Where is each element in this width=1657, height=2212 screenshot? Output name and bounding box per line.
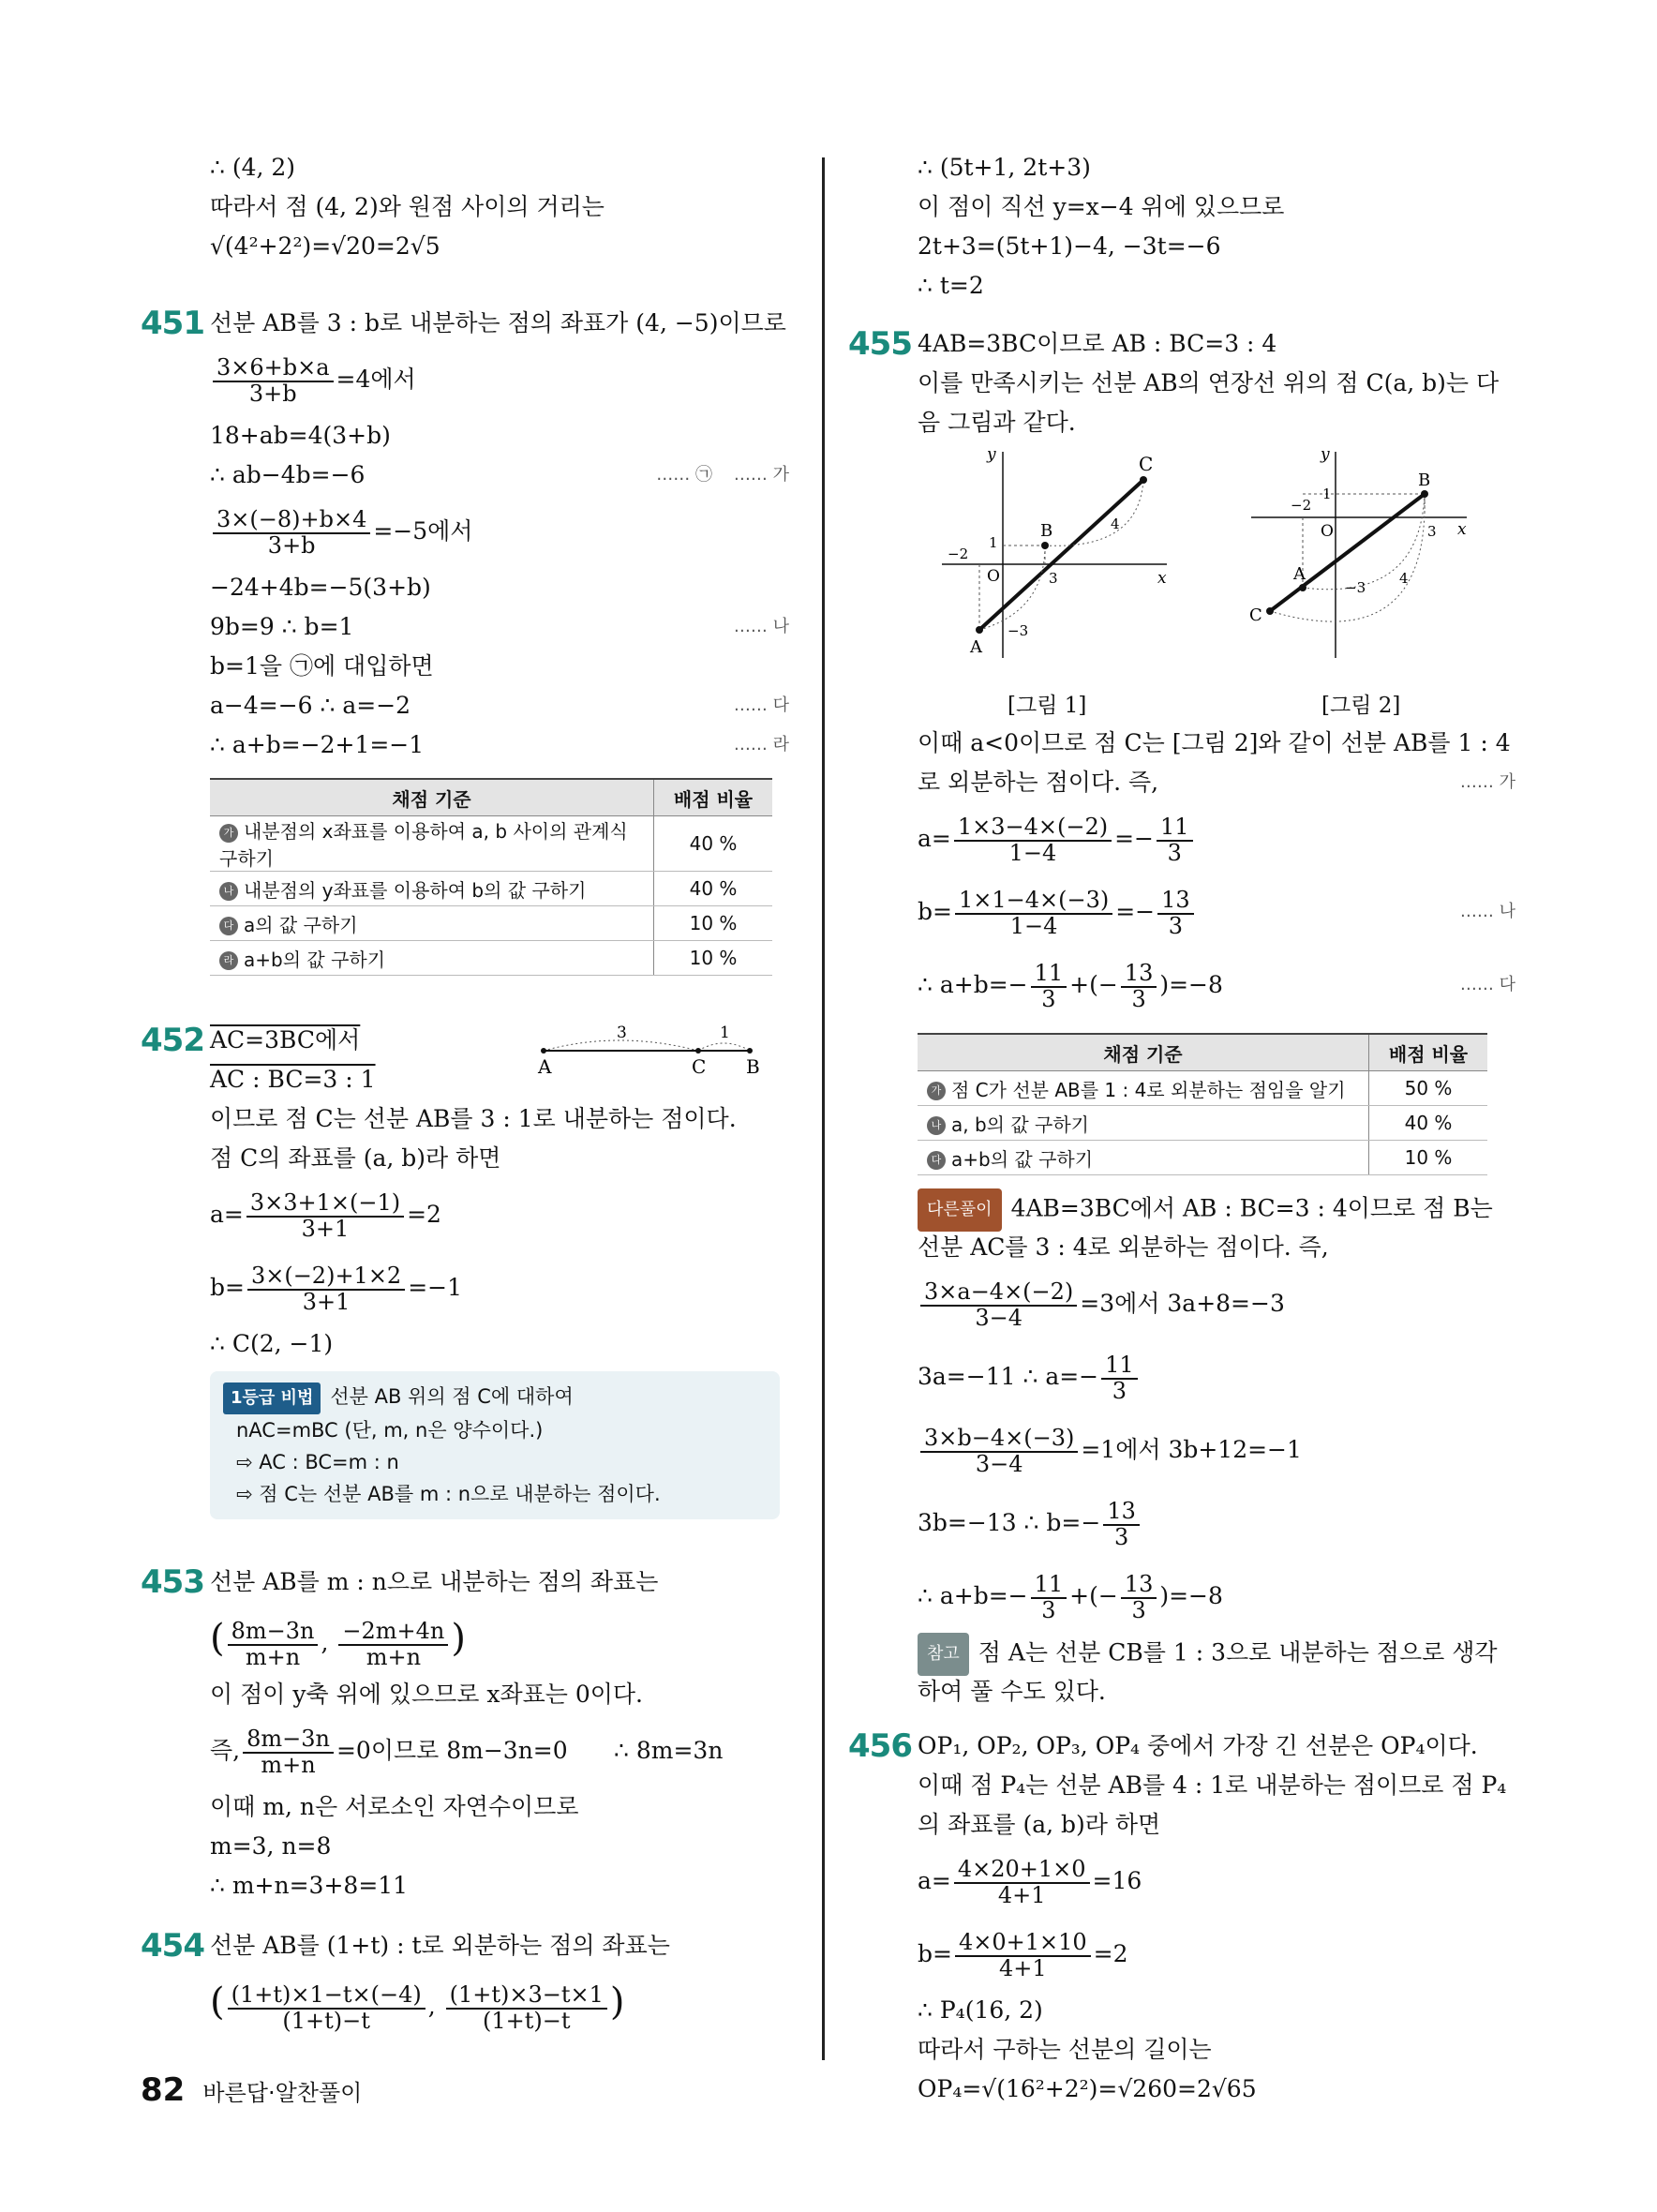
intro-line: √(4²+2²)=√20=2√5	[210, 232, 440, 260]
table-row: 라 a+b의 값 구하기 10 %	[210, 941, 772, 976]
svg-text:4: 4	[1111, 516, 1120, 532]
figures	[848, 442, 1523, 724]
column-divider	[822, 157, 825, 2060]
left-column	[141, 141, 797, 2039]
mark-label: …… 라	[733, 735, 789, 755]
text-line: ∴ P₄(16, 2)	[918, 1996, 1043, 2024]
point-label: B	[746, 1055, 760, 1077]
tip-box: 1등급 비법 선분 AB 위의 점 C에 대하여 nAC=mBC (단, m, n은 양수이다.) ⇨ AC : BC=m : n ⇨ 점 C는 선분 AB를 m : n으로 내분하는 점이다.	[210, 1371, 780, 1519]
text-line: 선분 AB를 3 : b로 내분하는 점의 좌표가 (4, −5)이므로	[210, 309, 786, 336]
intro-line: 이 점이 직선 y=x−4 위에 있으므로	[918, 193, 1285, 220]
point-label: C	[692, 1055, 707, 1077]
svg-text:x: x	[1157, 569, 1167, 588]
text-line: AC : BC=3 : 1	[210, 1066, 376, 1093]
text-line: 선분 AB를 (1+t) : t로 외분하는 점의 좌표는	[210, 1932, 670, 1959]
problem-451: 451 선분 AB를 3 : b로 내분하는 점의 좌표가 (4, −5)이므로 $\frac{3\times 6+b\times a}{3+b}$ =4에서 18+ab=4(3+b) ∴ ab−4b=−6 …… ㉠ …… 가 $\frac{3\times(-8)+b\times 4}{3+b}$ =−5에서 −24+4b=−5(3+b) 9b=9 ∴ b=1 …… 나 b=1을 ㉠에 대입하면 a−4=−6 ∴ a=−2 …… 다 ∴ a+b=−2+1=−1 …… 라 채점 기준 배점 비율 가 내분점의 x좌표를 이용하여 a, b 사이의 관계식 구하기 40 % 나 내분점의 y좌표를 이용하여 b의 값 구하기 40 % 다 a의 값 구하기 10 % 라 a+b의 값 구하기 10 %	[141, 304, 797, 976]
svg-text:A: A	[970, 637, 982, 657]
intro-line: ∴ (4, 2)	[210, 154, 296, 181]
problem-455: 455 4AB=3BC이므로 AB : BC=3 : 4 이를 만족시키는 선분 AB의 연장선 위의 점 C(a, b)는 다 음 그림과 같다. y x C B A O −2 1 3 −3 4 y x B A C O −2 1 3 −3 4 [그림 1] [그림 2] 이때 a<0이므로 점 C는 [그림 2]와 같이 선분 AB를 1 : 4 로 외분하는 점이다. 즉, …… 가 a= $\frac{1\times 3-4\times(-2)}{1-4}$ =− $\frac{11}{3}$ b= $\frac{1\times 1-4\times(-3)}{1-4}$ =− $\frac{13}{3}$ …… 나 ∴ a+b=− $\frac{11}{3}$ +(− $\frac{13}{3}$ )=−8 …… 다 채점 기준 배점 비율 가 점 C가 선분 AB를 1 : 4로 외분하는 점임을 알기 50 % 나 a, b의 값 구하기 40 % 다 a+b의 값 구하기 10 % 다른풀이 4AB=3BC에서 AB : BC=3 : 4이므로 점 B는 선분 AC를 3 : 4로 외분하는 점이다. 즉, $\frac{3\times a-4\times(-2)}{3-4}$ =3에서 3a+8=−3 3a=−11 ∴ a=− $\frac{11}{3}$ $\frac{3\times b-4\times(-3)}{3-4}$ =1에서 3b+12=−1 3b=−13 ∴ b=− $\frac{13}{3}$ ∴ a+b=− $\frac{11}{3}$ +(− $\frac{13}{3}$ )=−8 참고 점 A는 선분 CB를 1 : 3으로 내분하는 점으로 생각 하여 풀 수도 있다.	[848, 324, 1523, 1711]
svg-text:−2: −2	[1291, 497, 1312, 514]
svg-text:−3: −3	[1345, 579, 1366, 596]
problem-number: 453	[141, 1563, 204, 1601]
svg-text:3: 3	[1427, 523, 1437, 540]
figure-caption: [그림 2]	[1321, 694, 1401, 718]
svg-text:3: 3	[1049, 570, 1058, 587]
table-row: 다 a의 값 구하기 10 %	[210, 906, 772, 941]
text-line: OP₁, OP₂, OP₃, OP₄ 중에서 가장 긴 선분은 OP₄이다.	[918, 1732, 1478, 1759]
text-line: OP₄=√(16²+2²)=√260=2√65	[918, 2075, 1257, 2102]
mark-label: …… 가	[733, 465, 789, 485]
problem-number: 454	[141, 1927, 204, 1965]
text-line: 이 점이 y축 위에 있으므로 x좌표는 0이다.	[210, 1681, 644, 1708]
text-line: −24+4b=−5(3+b)	[210, 574, 431, 601]
right-column	[848, 141, 1523, 2109]
problem-452: 452 AC=3BC에서 A C B 3 1 AC : BC=3 : 1 이므로 점 C는 선분 AB를 3 : 1로 내분하는 점이다. 점 C의 좌표를 (a, b)라 하면 a= $\frac{3\times 3+1\times(-1)}{3+1}$ =2 b= $\frac{3\times(-2)+1\times 2}{3+1}$ =−1 ∴ C(2, −1) 1등급 비법 선분 AB 위의 점 C에 대하여 nAC=mBC (단, m, n은 양수이다.) ⇨ AC : BC=m : n ⇨ 점 C는 선분 AB를 m : n으로 내분하는 점이다.	[141, 1021, 797, 1519]
svg-text:−3: −3	[1008, 622, 1029, 639]
text-line: AC=3BC에서	[210, 1026, 361, 1054]
text-line: 이를 만족시키는 선분 AB의 연장선 위의 점 C(a, b)는 다	[918, 369, 1500, 396]
text-line: 이때 점 P₄는 선분 AB를 4 : 1로 내분하는 점이므로 점 P₄	[918, 1771, 1507, 1799]
text-line: ∴ m+n=3+8=11	[210, 1872, 409, 1899]
table-row: 가 내분점의 x좌표를 이용하여 a, b 사이의 관계식 구하기 40 %	[210, 816, 772, 872]
page-number: 82	[141, 2071, 186, 2109]
note-tag: 참고	[918, 1633, 969, 1676]
problem-number: 456	[848, 1727, 912, 1765]
text-line: 선분 AB를 m : n으로 내분하는 점의 좌표는	[210, 1568, 659, 1595]
page-footer	[141, 2071, 362, 2109]
svg-text:y: y	[987, 445, 996, 464]
text-line: a−4=−6 ∴ a=−2	[210, 692, 411, 719]
mark-label: …… 다	[1459, 975, 1515, 994]
mark-label: …… 다	[733, 695, 789, 715]
text-line: 하여 풀 수도 있다.	[918, 1678, 1106, 1705]
text-line: 9b=9 ∴ b=1	[210, 613, 354, 640]
text-line: 선분 AC를 3 : 4로 외분하는 점이다. 즉,	[918, 1233, 1329, 1261]
scoring-table: 채점 기준 배점 비율 가 내분점의 x좌표를 이용하여 a, b 사이의 관계식 구하기 40 % 나 내분점의 y좌표를 이용하여 b의 값 구하기 40 % 다 a의 값 구하기 10 % 라 a+b의 값 구하기 10 %	[210, 778, 772, 976]
problem-453: 453 선분 AB를 m : n으로 내분하는 점의 좌표는 ( $\frac{8m-3n}{m+n}$ , $\frac{-2m+4n}{m+n}$ ) 이 점이 y축 위에 있으므로 x좌표는 0이다. 즉, $\frac{8m-3n}{m+n}$ =0이므로 8m−3n=0 ∴ 8m=3n 이때 m, n은 서로소인 자연수이므로 m=3, n=8 ∴ m+n=3+8=11	[141, 1562, 797, 1906]
fraction: $\frac{3\times(-8)+b\times 4}{3+b}$	[213, 508, 370, 557]
mark-label: …… ㉠	[656, 465, 712, 485]
text-line: ∴ ab−4b=−6	[210, 461, 366, 488]
svg-text:A: A	[1293, 564, 1306, 584]
mark-label: …… 가	[1459, 772, 1515, 792]
alt-solution-tag: 다른풀이	[918, 1188, 1002, 1232]
figure-2	[1242, 442, 1485, 667]
footer-title: 바른답·알찬풀이	[202, 2080, 363, 2106]
distance-label: 3	[617, 1024, 627, 1042]
figure-1	[933, 442, 1176, 667]
svg-text:1: 1	[1322, 486, 1332, 502]
tip-label: 1등급 비법	[223, 1382, 321, 1414]
svg-text:C: C	[1249, 605, 1262, 625]
text-line: 4AB=3BC이므로 AB : BC=3 : 4	[918, 330, 1277, 357]
text-line: 18+ab=4(3+b)	[210, 422, 391, 449]
table-row: 가 점 C가 선분 AB를 1 : 4로 외분하는 점임을 알기 50 %	[918, 1071, 1487, 1106]
text-line: 이때 m, n은 서로소인 자연수이므로	[210, 1793, 579, 1820]
problem-number: 451	[141, 305, 204, 342]
text-line: 이때 a<0이므로 점 C는 [그림 2]와 같이 선분 AB를 1 : 4	[918, 729, 1511, 756]
text-line: 의 좌표를 (a, b)라 하면	[918, 1811, 1161, 1838]
intro-line: ∴ (5t+1, 2t+3)	[918, 154, 1091, 181]
svg-text:y: y	[1321, 445, 1330, 464]
problem-456: 456 OP₁, OP₂, OP₃, OP₄ 중에서 가장 긴 선분은 OP₄이다. 이때 점 P₄는 선분 AB를 4 : 1로 내분하는 점이므로 점 P₄ 의 좌표를 (a, b)라 하면 a= $\frac{4\times 20+1\times 0}{4+1}$ =16 b= $\frac{4\times 0+1\times 10}{4+1}$ =2 ∴ P₄(16, 2) 따라서 구하는 선분의 길이는 OP₄=√(16²+2²)=√260=2√65	[848, 1726, 1523, 2109]
distance-label: 1	[720, 1024, 730, 1042]
intro-line: 따라서 점 (4, 2)와 원점 사이의 거리는	[210, 193, 605, 220]
svg-text:C: C	[1139, 453, 1154, 475]
fraction: $\frac{3\times 6+b\times a}{3+b}$	[213, 356, 334, 405]
table-row: 나 내분점의 y좌표를 이용하여 b의 값 구하기 40 %	[210, 872, 772, 906]
svg-text:x: x	[1457, 520, 1467, 539]
text-line: 점 C의 좌표를 (a, b)라 하면	[210, 1144, 501, 1172]
table-row: 나 a, b의 값 구하기 40 %	[918, 1106, 1487, 1141]
svg-text:O: O	[987, 567, 1000, 586]
text-line: m=3, n=8	[210, 1832, 332, 1860]
problem-number: 455	[848, 325, 912, 363]
svg-text:O: O	[1321, 522, 1334, 541]
mark-label: …… 나	[1459, 902, 1515, 921]
intro-line: ∴ t=2	[918, 272, 984, 299]
svg-text:−2: −2	[948, 546, 969, 562]
intro-line: 2t+3=(5t+1)−4, −3t=−6	[918, 232, 1221, 260]
fraction: $\frac{3\times 3+1\times(-1)}{3+1}$	[246, 1191, 404, 1240]
svg-text:B: B	[1418, 471, 1431, 490]
text-line: 이므로 점 C는 선분 AB를 3 : 1로 내분하는 점이다.	[210, 1105, 737, 1132]
problem-number: 452	[141, 1022, 204, 1059]
point-label: A	[538, 1055, 552, 1077]
text-line: b=1을 ㉠에 대입하면	[210, 652, 434, 680]
text-line: 음 그림과 같다.	[918, 409, 1076, 436]
svg-text:4: 4	[1399, 570, 1409, 587]
scoring-table: 채점 기준 배점 비율 가 점 C가 선분 AB를 1 : 4로 외분하는 점임을 알기 50 % 나 a, b의 값 구하기 40 % 다 a+b의 값 구하기 10 %	[918, 1033, 1487, 1175]
text-line: 로 외분하는 점이다. 즉,	[918, 769, 1159, 796]
text-line: ∴ a+b=−2+1=−1	[210, 731, 425, 758]
figure-caption: [그림 1]	[1008, 694, 1087, 718]
mark-label: …… 나	[733, 617, 789, 636]
svg-text:B: B	[1040, 521, 1053, 541]
text-line: 따라서 구하는 선분의 길이는	[918, 2036, 1212, 2063]
svg-text:1: 1	[989, 534, 998, 551]
problem-454: 454 선분 AB를 (1+t) : t로 외분하는 점의 좌표는 ( $\frac{(1+t)\times 1-t\times(-4)}{(1+t)-t}$ , $\frac{(1+t)\times 3-t\times 1}{(1+t)-t}$ )	[141, 1927, 670, 2034]
fraction: $\frac{3\times(-2)+1\times 2}{3+1}$	[247, 1264, 405, 1313]
table-row: 다 a+b의 값 구하기 10 %	[918, 1141, 1487, 1175]
text-line: ∴ C(2, −1)	[210, 1330, 334, 1357]
